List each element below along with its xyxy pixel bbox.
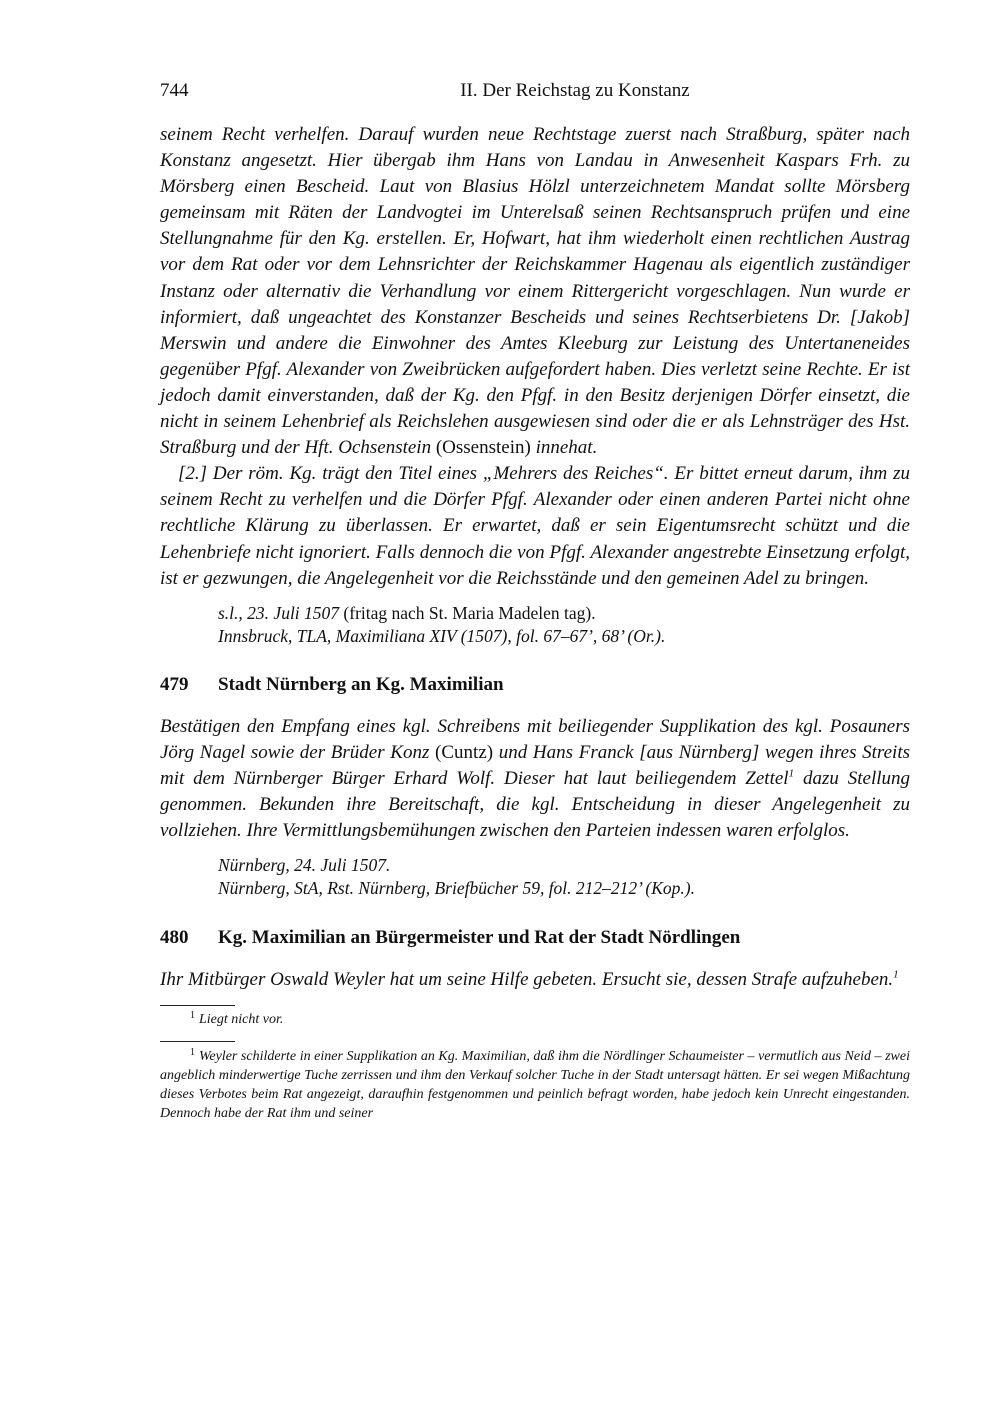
footnote-479: $^1$ Liegt nicht vor. (190, 1009, 284, 1028)
footnote-marker: 1 (893, 968, 899, 981)
page-number: 744 (160, 80, 189, 101)
document-heading-479 (160, 674, 910, 696)
archive-reference: Innsbruck, TLA, Maximiliana XIV (1507), fol. 67–67’, 68’ (Or.). (218, 625, 666, 646)
page-content (160, 122, 910, 1123)
footnote-divider (160, 1041, 235, 1042)
date-line: s.l., 23. Juli 1507 (fritag nach St. Maria Madelen tag). (218, 602, 596, 623)
document-heading-480 (160, 927, 910, 949)
document-title: Kg. Maximilian an Bürgermeister und Rat der Stadt Nördlingen (218, 927, 741, 949)
footnote-divider (160, 1005, 235, 1006)
regest-480: Ihr Mitbürger Oswald Weyler hat um seine Hilfe gebeten. Ersucht sie, dessen Strafe aufzuheben.$^1$ (160, 968, 899, 991)
footnote-480: $^1$ Weyler schilderte in einer Supplikation an Kg. Maximilian, daß ihm die Nördlinger Schaumeister – vermutlich aus Neid – zwei angeblich minderwertige Tuche zerrissen und ihm den Verkauf solcher Tuche in der Stadt untersagt hätten. Er sei wegen Mißachtung dieses Verbotes beim Rat angezeigt, daraufhin festgenommen und peinlich befragt worden, habe jedoch kein Unrecht eingestanden. Dennoch habe der Rat ihm und seiner (160, 1046, 910, 1122)
continued-regest-paragraph: seinem Recht verhelfen. Darauf wurden neue Rechtstage zuerst nach Straßburg, später nach Konstanz angesetzt. Hier übergab ihm Hans von Landau in Anwesenheit Kaspars Frh. zu Mörsberg einen Bescheid. Laut von Blasius Hölzl unterzeichnetem Mandat sollte Mörsberg gemeinsam mit Räten der Landvogtei im Unterelsaß seinen Rechtsanspruch prüfen und eine Stellungnahme für den Kg. erstellen. Er, Hofwart, hat ihm wiederholt einen rechtlichen Austrag vor dem Rat oder vor dem Lehnsrichter der Reichskammer Hagenau als eigentlich zuständiger Instanz oder alternativ die Verhandlung vor einem Rittergericht vorgeschlagen. Nun wurde er informiert, daß ungeachtet des Konstanzer Bescheids und seines Rechtserbietens Dr. [Jakob] Merswin und andere die Einwohner des Amtes Kleeburg zur Leistung des Untertaneneides gegenüber Pfgf. Alexander von Zweibrücken aufgefordert haben. Dies verletzt seine Rechte. Er ist jedoch damit einverstanden, daß der Kg. den Pfgf. in den Besitz derjenigen Dörfer einsetzt, die nicht in seinem Lehenbrief als Reichslehen ausgewiesen sind oder die er als Lehnsträger des Hst. Straßburg und der Hft. Ochsenstein (Ossenstein) innehat. (160, 124, 910, 459)
footnote-marker: 1 (788, 767, 795, 780)
document-title: Stadt Nürnberg an Kg. Maximilian (218, 673, 504, 695)
document-number: 479 (160, 673, 189, 695)
archive-reference-479: Nürnberg, StA, Rst. Nürnberg, Briefbücher 59, fol. 212–212’ (Kop.). (218, 878, 696, 899)
document-number: 480 (160, 927, 189, 949)
regest-paragraph-2: [2.] Der röm. Kg. trägt den Titel eines „Mehrers des Reiches“. Er bittet erneut darum, ihm zu seinem Recht zu verhelfen und die Dörfer Pfgf. Alexander oder einen anderen Partei nicht ohne rechtliche Klärung zu überlassen. Er erwartet, daß er sein Eigentumsrecht schützt und die Lehenbriefe nicht ignoriert. Falls dennoch die von Pfgf. Alexander angestrebte Einsetzung erfolgt, ist er gezwungen, die Angelegenheit vor die Reichsstände und den gemeinen Adel zu bringen. (160, 463, 910, 589)
regest-479: Bestätigen den Empfang eines kgl. Schreibens mit beiliegender Supplikation des kgl. Posauners Jörg Nagel sowie der Brüder Konz (Cuntz) und Hans Franck [aus Nürnberg] wegen ihres Streits mit dem Nürnberger Bürger Erhard Wolf. Dieser hat laut beiliegendem Zettel$^1$ dazu Stellung genommen. Bekunden ihre Bereitschaft, die kgl. Entscheidung in dieser Angelegenheit zu vollziehen. Ihre Vermittlungsbemühungen zwischen den Parteien indessen waren erfolglos. (160, 715, 911, 842)
running-title: II. Der Reichstag zu Konstanz (460, 80, 690, 101)
page-header (160, 80, 910, 110)
date-line-479: Nürnberg, 24. Juli 1507. (218, 855, 391, 876)
